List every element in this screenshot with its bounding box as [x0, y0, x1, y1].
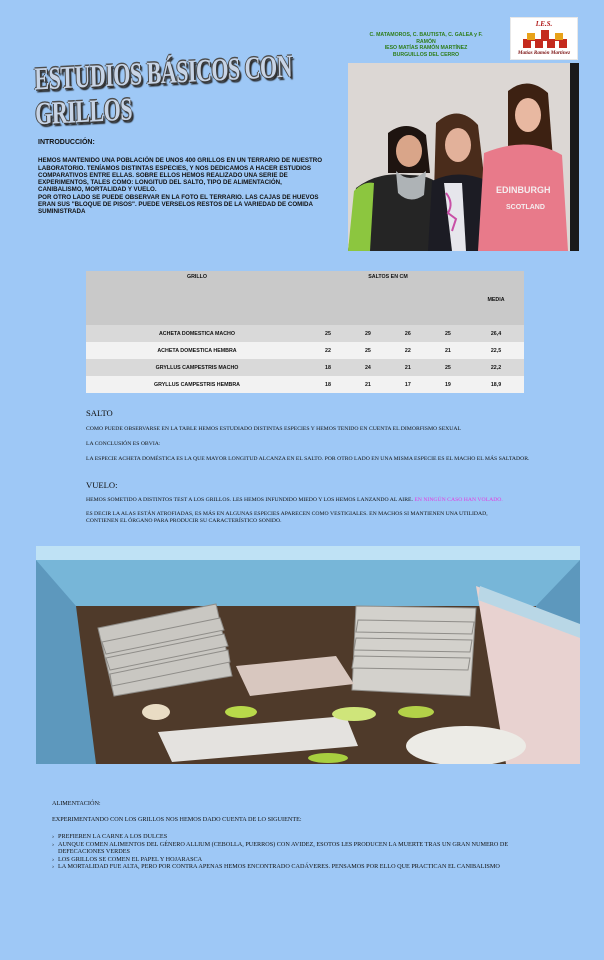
- school-line: IESO MATÍAS RAMÓN MARTÍNEZ: [384, 45, 468, 52]
- salto-paragraph-2: LA CONCLUSIÓN ES OBVIA:: [86, 441, 161, 447]
- logo-building-icon: [521, 29, 569, 49]
- salto-heading: SALTO: [86, 408, 113, 418]
- intro-paragraph-1: HEMOS MANTENIDO UNA POBLACIÓN DE UNOS 400 GRILLOS EN UN TERRARIO DE NUESTRO LABORATORIO. TENÍAMOS DISTINTAS ESPECIES, Y NOS DEDICAMOS A HACER ESTUDIOS COMPARATIVOS ENTRE ELLAS. SOBRE ELLOS HEMOS REALIZADO UNA SERIE DE EXPERIMENTOS, TALES COMO: LONGITUD DEL SALTO, TIPO DE ALIMENTACIÓN, CANIBALISMO, MORTALIDAD Y VUELO.: [38, 157, 323, 194]
- shirt-text-1: EDINBURGH: [496, 185, 551, 195]
- col-header-grillo: GRILLO: [86, 271, 308, 325]
- introduction-section: [38, 139, 328, 216]
- alimentacion-heading: ALIMENTACIÓN:: [52, 800, 101, 807]
- town-line: BURGUILLOS DEL CERRO: [392, 51, 460, 58]
- jump-cell: 25: [428, 359, 468, 376]
- vuelo-highlight: EN NINGÚN CASO HAN VOLADO.: [414, 497, 503, 503]
- species-cell: ACHETA DOMESTICA HEMBRA: [86, 342, 308, 359]
- jump-cell: 18: [308, 359, 348, 376]
- jump-cell: 22: [388, 342, 428, 359]
- list-item: › AUNQUE COMEN ALIMENTOS DEL GÉNERO ALLIUM (CEBOLLA, PUERROS) CON AVIDEZ, ESOTOS LES PRODUCEN LA MUERTE TRAS UN GRAN NUMERO DE DEFECACIONES VERDES: [52, 841, 552, 856]
- authors-block: [362, 32, 490, 58]
- jump-cell: 18: [308, 376, 348, 393]
- jump-cell: 29: [348, 325, 388, 342]
- species-cell: GRYLLUS CAMPESTRIS HEMBRA: [86, 376, 308, 393]
- media-cell: 22,2: [468, 359, 524, 376]
- jump-cell: 25: [308, 325, 348, 342]
- list-item: › LA MORTALIDAD FUE ALTA, PERO POR CONTRA APENAS HEMOS ENCONTRADO CADÁVERES. PENSAMOS POR ELLO QUE PRACTICAN EL CANIBALISMO: [52, 863, 552, 871]
- jump-cell: 26: [388, 325, 428, 342]
- jump-cell: 21: [388, 359, 428, 376]
- shirt-text-2: SCOTLAND: [506, 204, 545, 211]
- jump-cell: 21: [348, 376, 388, 393]
- media-cell: 26,4: [468, 325, 524, 342]
- jump-cell: 22: [308, 342, 348, 359]
- jump-cell: 17: [388, 376, 428, 393]
- terrarium-photo: [36, 546, 580, 764]
- intro-paragraph-2: POR OTRO LADO SE PUEDE OBSERVAR EN LA FOTO EL TERRARIO. LAS CAJAS DE HUEVOS ERAN SUS "BLOQUE DE PISOS". PUEDE VERSELOS RESTOS DE LA VARIEDAD DE COMIDA SUMINISTRADA: [38, 193, 319, 216]
- logo-name-text: Matías Ramón Martínez: [517, 50, 571, 56]
- alimentacion-intro: EXPERIMENTANDO CON LOS GRILLOS NOS HEMOS DADO CUENTA DE LO SIGUIENTE:: [52, 816, 302, 823]
- jump-cell: 25: [348, 342, 388, 359]
- authors-line: C. MATAMOROS, C. BAUTISTA, C. GALEA y F. RAMÓN: [369, 32, 483, 45]
- salto-paragraph-3: LA ESPECIE ACHETA DOMÉSTICA ES LA QUE MAYOR LONGITUD ALCANZA EN EL SALTO. POR OTRO LADO EN UNA MISMA ESPECIE ES EL MACHO EL MÁS SALTADOR.: [86, 456, 530, 462]
- jump-cell: 19: [428, 376, 468, 393]
- terrarium-photo-image: [36, 546, 580, 764]
- table-row: [86, 325, 524, 342]
- vuelo-heading: VUELO:: [86, 480, 118, 490]
- students-photo: [348, 63, 579, 251]
- students-photo-image: [348, 63, 579, 251]
- media-cell: 18,9: [468, 376, 524, 393]
- media-cell: 22,5: [468, 342, 524, 359]
- vuelo-paragraph-1: [86, 497, 526, 504]
- jump-cell: 24: [348, 359, 388, 376]
- jump-table: [86, 271, 524, 393]
- species-cell: ACHETA DOMESTICA MACHO: [86, 325, 308, 342]
- logo-ies-text: I.E.S.: [535, 20, 553, 28]
- vuelo-paragraph-2: ES DECIR LA ALAS ESTÁN ATROFIADAS, ES MÁS EN ALGUNAS ESPECIES APARECEN COMO VESTIGIALES. EN MACHOS SI MANTIENEN UNA UTILIDAD, CONTIENEN EL ÓRGANO PARA PRODUCIR SU CARACTERÍSTICO SONIDO.: [86, 511, 488, 524]
- table-row: [86, 359, 524, 376]
- intro-heading: INTRODUCCIÓN:: [38, 139, 95, 146]
- col-header-media: MEDIA: [468, 271, 524, 325]
- vuelo-text: HEMOS SOMETIDO A DISTINTOS TEST A LOS GRILLOS. LES HEMOS INFUNDIDO MIEDO Y LOS HEMOS LANZANDO AL AIRE.: [86, 497, 415, 503]
- table-row: [86, 376, 524, 393]
- list-item: › PREFIEREN LA CARNE A LOS DULCES: [52, 833, 552, 841]
- jump-cell: 25: [428, 325, 468, 342]
- alimentacion-list: [52, 833, 552, 871]
- list-item: › LOS GRILLOS SE COMEN EL PAPEL Y HOJARASCA: [52, 856, 552, 864]
- jump-cell: 21: [428, 342, 468, 359]
- col-header-saltos: SALTOS EN CM: [308, 271, 468, 325]
- school-logo: [510, 17, 578, 60]
- salto-paragraph-1: COMO PUEDE OBSERVARSE EN LA TABLE HEMOS ESTUDIADO DISTINTAS ESPECIES Y HEMOS TENIDO EN CUENTA EL DIMORFISMO SEXUAL: [86, 426, 461, 432]
- species-cell: GRYLLUS CAMPESTRIS MACHO: [86, 359, 308, 376]
- table-row: [86, 342, 524, 359]
- page-title: ESTUDIOS BÁSICOS CON GRILLOS: [33, 47, 293, 132]
